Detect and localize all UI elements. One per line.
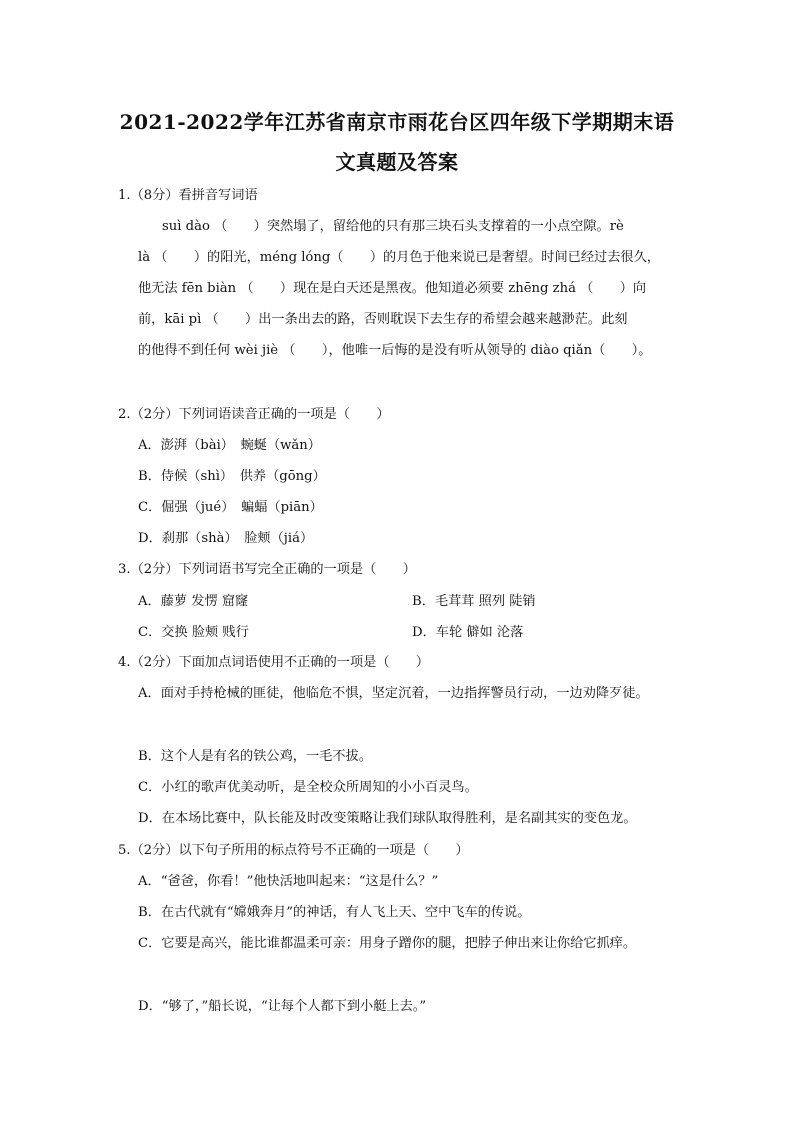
question-4-option-b: B．这个人是有名的铁公鸡，一毛不拔。: [138, 749, 372, 764]
question-4-stem: 4.（2分）下面加点词语使用不正确的一项是（ ）: [118, 655, 430, 670]
question-1-line: là （ ）的阳光，méng lóng（ ）的月色于他来说已是奢望。时间已经过去很久，: [138, 250, 660, 265]
question-2-stem: 2.（2分）下列词语读音正确的一项是（ ）: [118, 407, 390, 422]
question-2-option-d: D．刹那（shà） 脸颊（jiá）: [138, 531, 314, 546]
question-5-option-b: B．在古代就有“嫦娥奔月”的神话，有人飞上天、空中飞车的传说。: [138, 905, 531, 920]
question-5-option-d: D．“够了，”船长说，“让每个人都下到小艇上去。”: [138, 999, 427, 1014]
question-3-stem: 3.（2分）下列词语书写完全正确的一项是（ ）: [118, 562, 416, 577]
question-1-line: 前，kāi pì （ ）出一条出去的路，否则耽误下去生存的希望会越来越渺茫。此刻: [138, 312, 628, 327]
question-3-option-d: D．车轮 僻如 沦落: [412, 625, 524, 640]
question-2-option-a: A．澎湃（bài） 蜿蜒（wǎn）: [138, 438, 321, 453]
question-1-line: suì dào （ ）突然塌了，留给他的只有那三块石头支撑着的一小点空隙。rè: [162, 219, 624, 234]
question-4-option-d: D．在本场比赛中，队长能及时改变策略让我们球队取得胜利，是名副其实的变色龙。: [138, 811, 637, 826]
page-title-line-1: 2021-2022学年江苏省南京市雨花台区四年级下学期期末语: [119, 110, 675, 134]
question-3-option-c: C．交换 脸颊 贱行: [138, 625, 249, 640]
page-title-line-2: 文真题及答案: [335, 150, 459, 174]
question-3-option-a: A．藤萝 发愣 窟窿: [138, 594, 249, 609]
question-2-option-b: B．侍候（shì） 供养（gōng）: [138, 469, 326, 484]
question-5-option-a: A．“爸爸，你看！”他快活地叫起来：“这是什么？”: [138, 874, 439, 889]
question-3-option-b: B．毛茸茸 照列 陡销: [412, 594, 536, 609]
question-5-stem: 5.（2分）以下句子所用的标点符号不正确的一项是（ ）: [118, 843, 469, 858]
question-1-line: 他无法 fēn biàn （ ）现在是白天还是黑夜。他知道必须要 zhēng zhá （ ）向: [138, 281, 647, 296]
question-1-stem: 1.（8分）看拼音写词语: [118, 188, 258, 203]
question-1-line: 的他得不到任何 wèi jiè （ ），他唯一后悔的是没有听从领导的 diào qiǎn（ ）。: [138, 343, 652, 358]
question-2-option-c: C．倔强（jué） 蝙蝠（piān）: [138, 500, 323, 515]
question-5-option-c: C．它要是高兴，能比谁都温柔可亲：用身子蹭你的腿，把脖子伸出来让你给它抓痒。: [138, 936, 637, 951]
question-4-option-c: C．小红的歌声优美动听，是全校众所周知的小小百灵鸟。: [138, 780, 478, 795]
question-4-option-a: A．面对手持枪械的匪徒，他临危不惧，坚定沉着，一边指挥警员行动，一边劝降歹徒。: [138, 686, 649, 701]
